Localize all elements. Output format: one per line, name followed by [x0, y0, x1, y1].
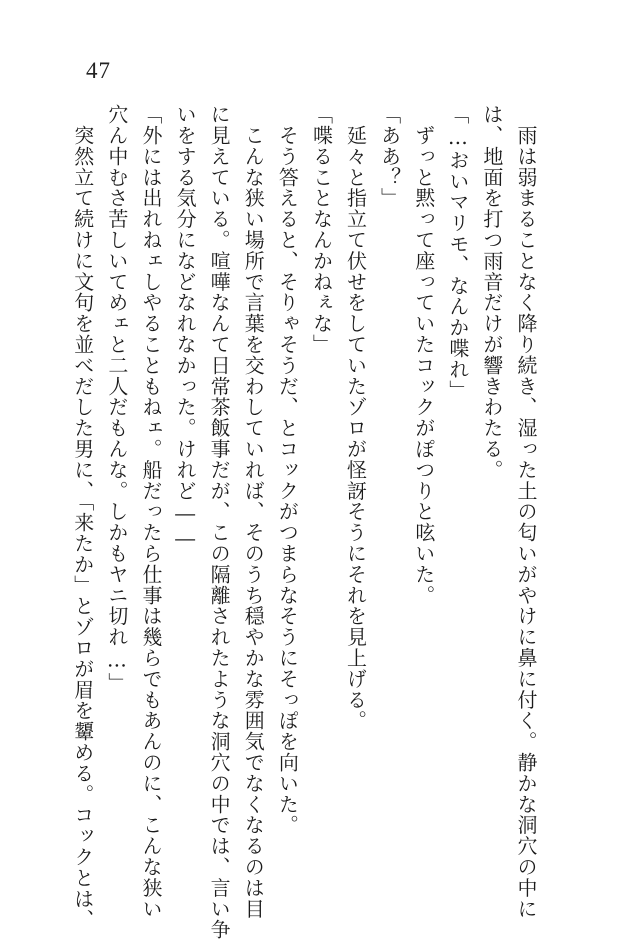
page-number: 47: [86, 58, 111, 83]
text-line-2: は、地面を打つ雨音だけが響きわたる。: [479, 104, 504, 481]
text-line-4: ずっと黙って座っていたコックがぽつりと呟いた。: [411, 104, 436, 606]
text-line-14: 突然立て続けに文句を並べだした男に、「来たか」とゾロが眉を顰める。コックとは、: [70, 104, 95, 930]
text-line-5: 「ああ？」: [377, 104, 402, 209]
text-line-12: 「外には出れねェしやることもねェ。船だったら仕事は幾らでもあんのに、こんな狭い: [138, 104, 163, 920]
text-line-9: こんな狭い場所で言葉を交わしていれば、そのうち穏やかな雰囲気でなくなるのは目: [241, 104, 266, 920]
text-line-3: 「…おいマリモ、なんか喋れ」: [445, 104, 470, 401]
text-line-6: 延々と指立て伏せをしていたゾロが怪訝そうにそれを見上げる。: [343, 104, 368, 731]
text-line-1: 雨は弱まることなく降り続き、湿った土の匂いがやけに鼻に付く。静かな洞穴の中に: [514, 104, 538, 920]
text-line-11: いをする気分になどなれなかった。けれど――: [173, 104, 198, 551]
text-line-13: 穴ん中むさ苦しいてめェと二人だもんな。しかもヤニ切れ…」: [104, 104, 129, 694]
body-text: [70, 104, 543, 940]
text-line-7: 「喋ることなんかねぇな」: [309, 104, 334, 355]
text-line-8: そう答えると、そりゃそうだ、とコックがつまらなそうにそっぽを向いた。: [275, 104, 300, 836]
text-line-10: に見えている。喧嘩なんて日常茶飯事だが、この隔離されたような洞穴の中では、言い争: [207, 104, 232, 940]
